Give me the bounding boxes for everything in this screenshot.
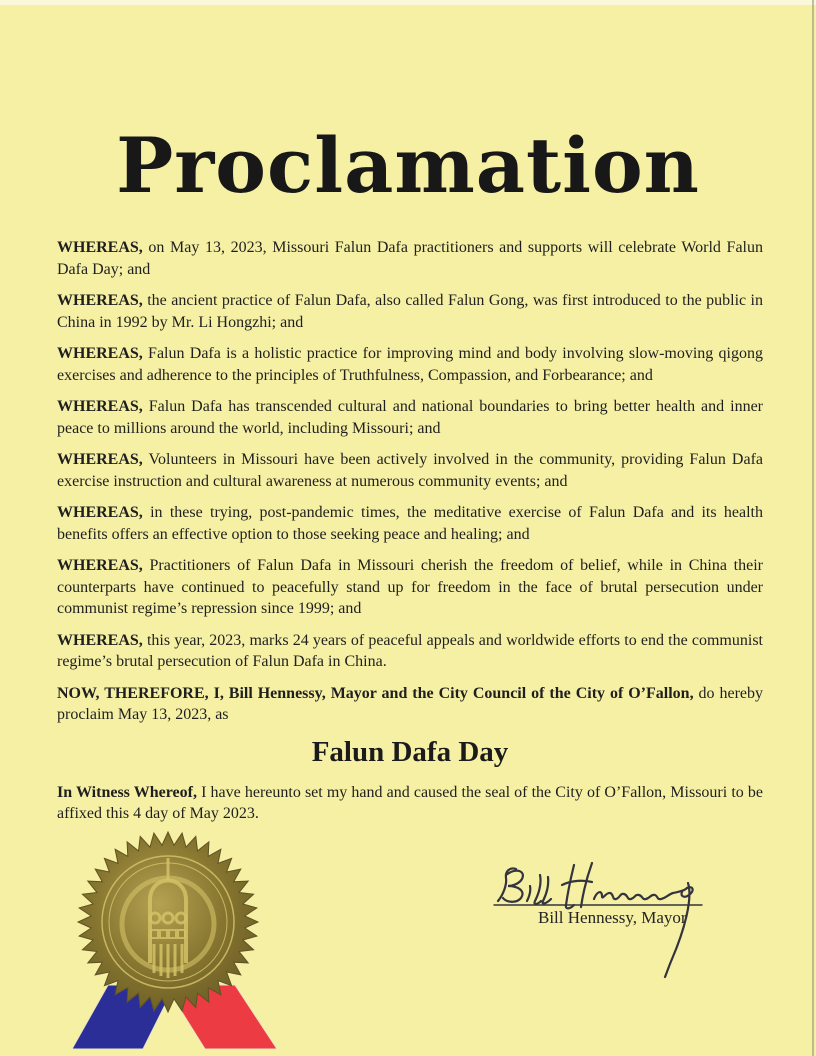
proclaimed-day-heading: Falun Dafa Day xyxy=(311,735,509,768)
whereas-paragraph-7 xyxy=(57,555,763,620)
proclamation-body xyxy=(57,237,763,835)
whereas-paragraph-3 xyxy=(57,343,763,386)
city-seal-graphic xyxy=(60,828,290,1050)
page-title: Proclamation xyxy=(116,121,700,210)
witness-paragraph xyxy=(57,782,763,825)
witness-text: I have hereunto set my hand and caused the seal of the City of O’Fallon, Missouri to be affixed this 4 day of May 2023. xyxy=(57,783,763,822)
whereas-lead: WHEREAS, xyxy=(57,239,143,256)
whereas-lead: WHEREAS, xyxy=(57,631,143,649)
therefore-lead: NOW, THEREFORE, I, Bill Hennessy, Mayor and the City Council of the City of O’Fallon, xyxy=(57,684,694,702)
seal-emblem xyxy=(102,856,234,988)
signature-typed: Bill Hennessy, Mayor xyxy=(538,908,687,927)
whereas-paragraph-5 xyxy=(57,449,763,492)
whereas-text: Falun Dafa is a holistic practice for improving mind and body involving slow-moving qigong exercises and adherence to the principles of Truthfulness, Compassion, and Forbearance; and xyxy=(57,345,763,384)
whereas-lead: WHEREAS, xyxy=(57,398,143,415)
whereas-text: in these trying, post-pandemic times, the meditative exercise of Falun Dafa and its health benefits offers an effective option to those seeking peace and healing; and xyxy=(57,504,763,543)
witness-lead: In Witness Whereof, xyxy=(57,783,197,801)
whereas-lead: WHEREAS, xyxy=(57,451,143,468)
whereas-lead: WHEREAS, xyxy=(57,504,143,521)
whereas-text: Volunteers in Missouri have been actively involved in the community, providing Falun Dafa exercise instruction and cultural awareness at numerous community events; and xyxy=(57,451,763,490)
scan-edge-top xyxy=(0,0,816,5)
whereas-lead: WHEREAS, xyxy=(57,292,143,309)
whereas-text: on May 13, 2023, Missouri Falun Dafa practitioners and supports will celebrate World Falun Dafa Day; and xyxy=(57,239,763,278)
whereas-paragraph-4 xyxy=(57,396,763,439)
whereas-text: this year, 2023, marks 24 years of peaceful appeals and worldwide efforts to end the communist regime’s brutal persecution of Falun Dafa in China. xyxy=(57,631,763,670)
whereas-paragraph-1 xyxy=(57,237,763,280)
whereas-paragraph-8 xyxy=(57,630,763,673)
whereas-text: Practitioners of Falun Dafa in Missouri cherish the freedom of belief, while in China their counterparts have continued to peacefully stand up for freedom in the face of brutal persecution under communist regime’s repression since 1999; and xyxy=(57,557,763,617)
whereas-lead: WHEREAS, xyxy=(57,345,143,362)
therefore-paragraph xyxy=(57,683,763,726)
whereas-lead: WHEREAS, xyxy=(57,557,143,574)
therefore-text: do hereby proclaim May 13, 2023, as xyxy=(57,684,764,723)
whereas-paragraph-6 xyxy=(57,502,763,545)
city-seal xyxy=(60,828,290,1050)
whereas-paragraph-2 xyxy=(57,290,763,333)
signature-block xyxy=(488,855,712,980)
whereas-text: the ancient practice of Falun Dafa, also called Falun Gong, was first introduced to the public in China in 1992 by Mr. Li Hongzhi; and xyxy=(57,292,763,331)
whereas-text: Falun Dafa has transcended cultural and national boundaries to bring better health and inner peace to millions around the world, including Missouri; and xyxy=(57,398,763,437)
